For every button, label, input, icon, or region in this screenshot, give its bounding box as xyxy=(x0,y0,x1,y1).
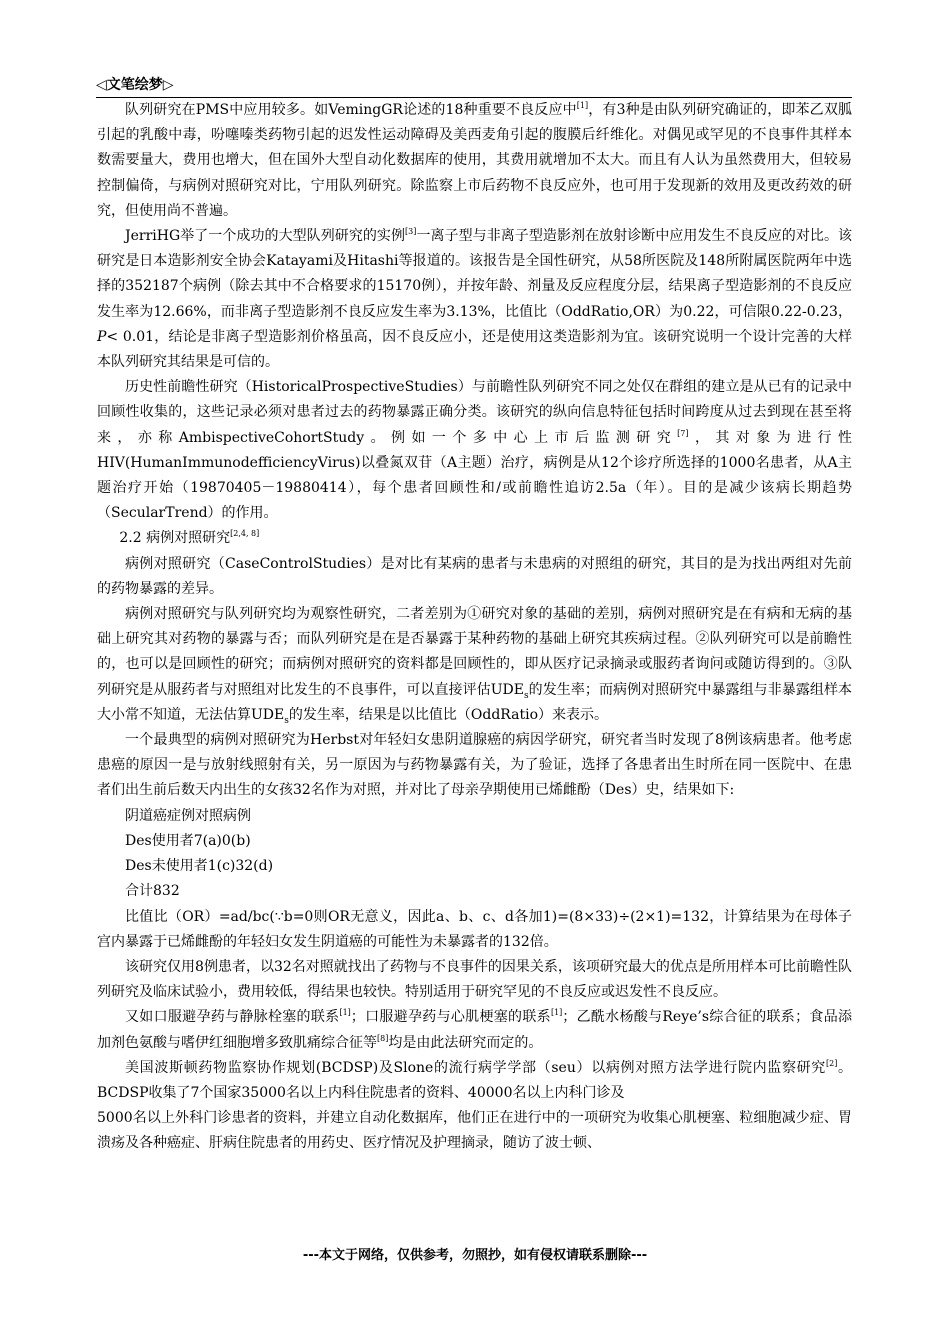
citation: [3] xyxy=(405,227,417,237)
p-symbol: P xyxy=(97,328,107,345)
footer-disclaimer: ---本文于网络，仅供参考，勿照抄，如有侵权请联系删除--- xyxy=(302,1248,648,1263)
paragraph: 该研究仅用8例患者，以32名对照就找出了药物与不良事件的因果关系，该项研究最大的优点是所用样本可比前瞻性队列研究及临床试验小，费用较低，得结果也较快。特别适用于研究罕见的不良反应或迟发性不良反应。 xyxy=(97,958,852,1001)
table-row: Des使用者7(a)0(b) xyxy=(125,832,251,849)
paragraph: 队列研究在PMS中应用较多。如VemingGR论述的18种重要不良反应中[1]，有3种是由队列研究确证的，即苯乙双胍引起的乳酸中毒，吩噻嗪类药物引起的迟发性运动障碍及美西麦角引起的腹膜后纤维化。对偶见或罕见的不良事件其样本数需要量大，费用也增大，但在国外大型自动化数据库的使用，其费用就增加不太大。而且有人认为虽然费用大，但较易控制偏倚，与病例对照研究对比，宁用队列研究。除监察上市后药物不良反应外，也可用于发现新的效用及更改药效的研究，但使用尚不普遍。 xyxy=(97,101,852,219)
table-row: 合计832 xyxy=(125,883,180,900)
section-heading: 2.2 病例对照研究[2,4, 8] xyxy=(119,529,260,547)
paragraph: 又如口服避孕药与静脉栓塞的联系[1]；口服避孕药与心肌梗塞的联系[1]；乙酰水杨酸与Reye’s综合征的联系；食品添加剂色氨酸与嗜伊红细胞增多致肌痛综合征等[8]均是由此法研究而定的。 xyxy=(97,1008,852,1051)
paragraph: 一个最典型的病例对照研究为Herbst对年轻妇女患阴道腺癌的病因学研究，研究者当时发现了8例该病患者。他考虑患癌的原因一是与放射线照射有关，另一原因为与药物暴露有关，为了验证，选择了各患者出生时所在同一医院中、在患者们出生前后数天内出生的女孩32名作为对照，并对比了母亲孕期使用已烯雌酚（Des）史，结果如下: xyxy=(97,732,852,799)
paragraph: 美国波斯顿药物监察协作规划(BCDSP)及Slone的流行病学学部（seu）以病例对照方法学进行院内监察研究[2]。BCDSP收集了7个国家35000名以上内科住院患者的资料、40000名以上内科门诊及 xyxy=(97,1058,853,1101)
paragraph: 病例对照研究与队列研究均为观察性研究，二者差别为①研究对象的基础的差别，病例对照研究是在有病和无病的基础上研究其对药物的暴露与否；而队列研究是在是否暴露于某种药物的基础上研究其疾病过程。②队列研究可以是前瞻性的，也可以是回顾性的研究；而病例对照研究的资料都是回顾性的，即从医疗记录摘录或服药者询问或随访得到的。③队列研究是从服药者与对照组对比发生的不良事件，可以直接评估$UDE_s$的发生率；而病例对照研究中暴露组与非暴露组样本大小常不知道，无法估算$UDE_s$的发生率，结果是以比值比（OddRatio）来表示。 xyxy=(97,606,853,726)
paragraph: JerriHG举了一个成功的大型队列研究的实例[3]一离子型与非离子型造影剂在放射诊断中应用发生不良反应的对比。该研究是日本造影剂安全协会Katayami及Hitashi等报道的。该报告是全国性研究，从58所医院及148所附属医院两年中选择的352187个病例（除去其中不合格要求的15170例），并按年龄、剂量及反应程度分层，结果离子型造影剂的不良反应发生率为12.66%，而非离子型造影剂不良反应发生率为3.13%，比值比（OddRatio,OR）为0.22，可信限0.22-0.23，P< 0.01，结论是非离子型造影剂价格虽高，因不良反应小，还是使用这类造影剂为宜。该研究说明一个设计完善的大样本队列研究其结果是可信的。 xyxy=(97,227,853,371)
citation: [7] xyxy=(677,428,689,438)
citation: [1] xyxy=(576,101,589,110)
table-row: Des未使用者1(c)32(d) xyxy=(125,858,274,875)
table-caption: 阴道癌症例对照病例 xyxy=(125,807,251,824)
citation: [2,4, 8] xyxy=(230,529,260,539)
citation: [1] xyxy=(339,1008,351,1018)
document-body xyxy=(97,98,852,1157)
paragraph: 比值比（OR）=ad/bc(∵b=0则OR无意义，因此a、b、c、d各加1)=(8×33)÷(2×1)=132，计算结果为在母体子宫内暴露于已烯雌酚的年轻妇女发生阴道癌的可能性为未暴露者的132倍。 xyxy=(97,908,852,950)
header-brand: ◁文笔绘梦▷ xyxy=(96,77,174,93)
citation: [2] xyxy=(825,1058,838,1068)
citation: [8] xyxy=(377,1033,389,1043)
citation: [1] xyxy=(550,1008,563,1018)
paragraph: 5000名以上外科门诊患者的资料，并建立自动化数据库，他们正在进行中的一项研究为收集心肌梗塞、粒细胞减少症、胃溃疡及各种癌症、肝病住院患者的用药史、医疗情况及护理摘录，随访了波士顿、 xyxy=(97,1110,852,1152)
paragraph: 历史性前瞻性研究（HistoricalProspectiveStudies）与前瞻性队列研究不同之处仅在群组的建立是从已有的记录中回顾性收集的，这些记录必须对患者过去的药物暴露正确分类。该研究的纵向信息特征包括时间跨度从过去到现在甚至将来，亦称AmbispectiveCohortStudy。例如一个多中心上市后监测研究[7]，其对象为进行性HIV(HumanImmunodefficiencyVirus)以叠氮双苷（A主题）治疗，病例是从12个诊疗所选择的1000名患者，从A主题治疗开始（19870405－19880414），每个患者回顾性和/或前瞻性追访2.5a（年）。目的是减少该病长期趋势（SecularTrend）的作用。 xyxy=(97,379,852,522)
paragraph: 病例对照研究（CaseControlStudies）是对比有某病的患者与未患病的对照组的研究，其目的是为找出两组对先前的药物暴露的差异。 xyxy=(97,555,852,597)
